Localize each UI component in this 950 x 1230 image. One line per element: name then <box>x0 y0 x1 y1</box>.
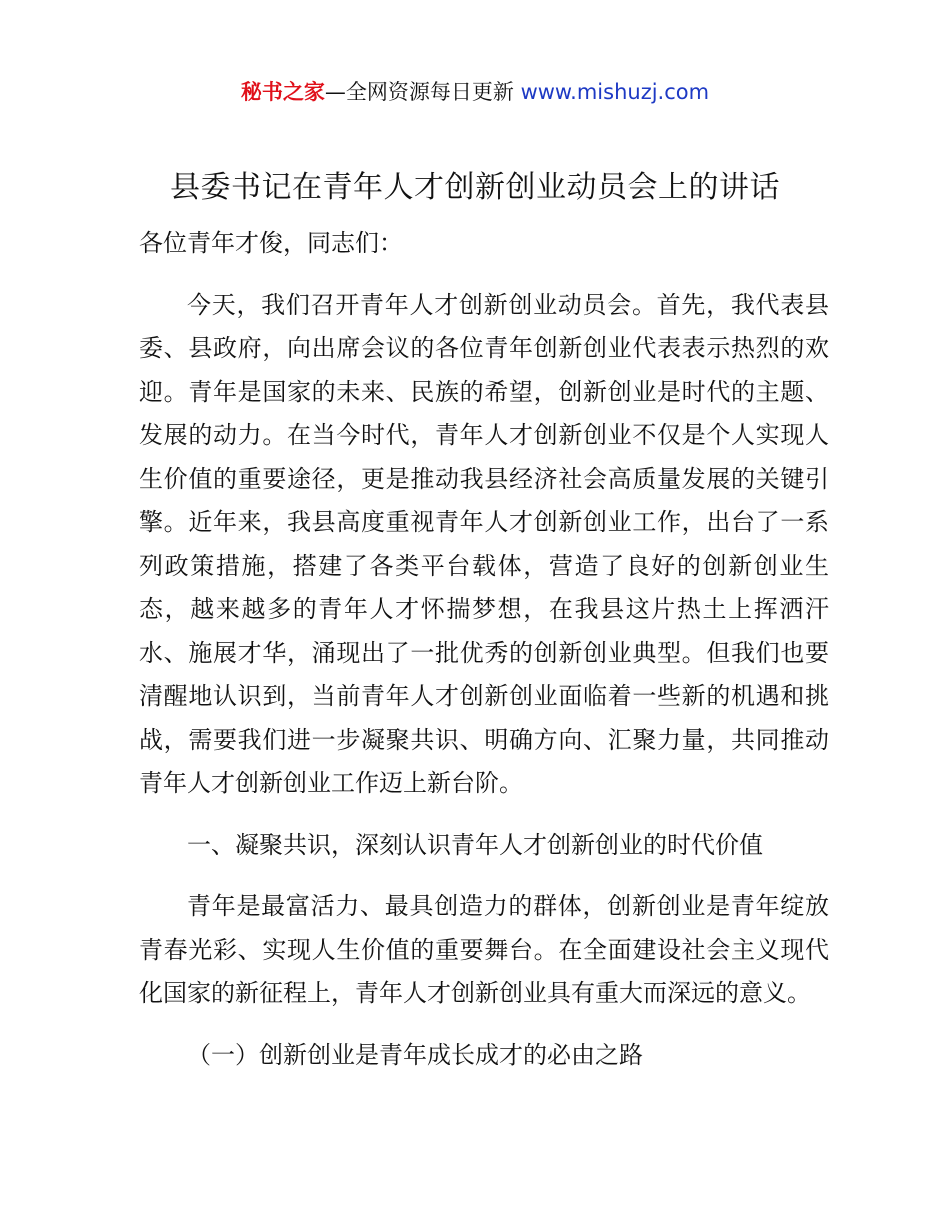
document-body <box>139 222 829 1095</box>
subsection-heading-1: （一）创新创业是青年成长成才的必由之路 <box>187 1040 643 1069</box>
document-title: 县委书记在青年人才创新创业动员会上的讲话 <box>170 170 780 205</box>
site-brand: 秘书之家 <box>240 80 325 104</box>
paragraph-section-1: 青年是最富活力、最具创造力的群体，创新创业是青年绽放青春光彩、实现人生价值的重要舞台。在全面建设社会主义现代化国家的新征程上，青年人才创新创业具有重大而深远的意义。 <box>139 892 829 1007</box>
section-heading-1: 一、凝聚共识，深刻认识青年人才创新创业的时代价值 <box>187 830 763 859</box>
site-url-link[interactable]: www.mishuzj.com <box>520 80 710 104</box>
paragraph-intro: 今天，我们召开青年人才创新创业动员会。首先，我代表县委、县政府，向出席会议的各位青年创新创业代表表示热烈的欢迎。青年是国家的未来、民族的希望，创新创业是时代的主题、发展的动力。在当今时代，青年人才创新创业不仅是个人实现人生价值的重要途径，更是推动我县经济社会高质量发展的关键引擎。近年来，我县高度重视青年人才创新创业工作，出台了一系列政策措施，搭建了各类平台载体，营造了良好的创新创业生态，越来越多的青年人才怀揣梦想，在我县这片热土上挥洒汗水、施展才华，涌现出了一批优秀的创新创业典型。但我们也要清醒地认识到，当前青年人才创新创业面临着一些新的机遇和挑战，需要我们进一步凝聚共识、明确方向、汇聚力量，共同推动青年人才创新创业工作迈上新台阶。 <box>139 290 829 797</box>
site-header <box>0 76 950 108</box>
site-tagline: —全网资源每日更新 <box>324 80 514 104</box>
salutation: 各位青年才俊，同志们： <box>139 229 403 257</box>
